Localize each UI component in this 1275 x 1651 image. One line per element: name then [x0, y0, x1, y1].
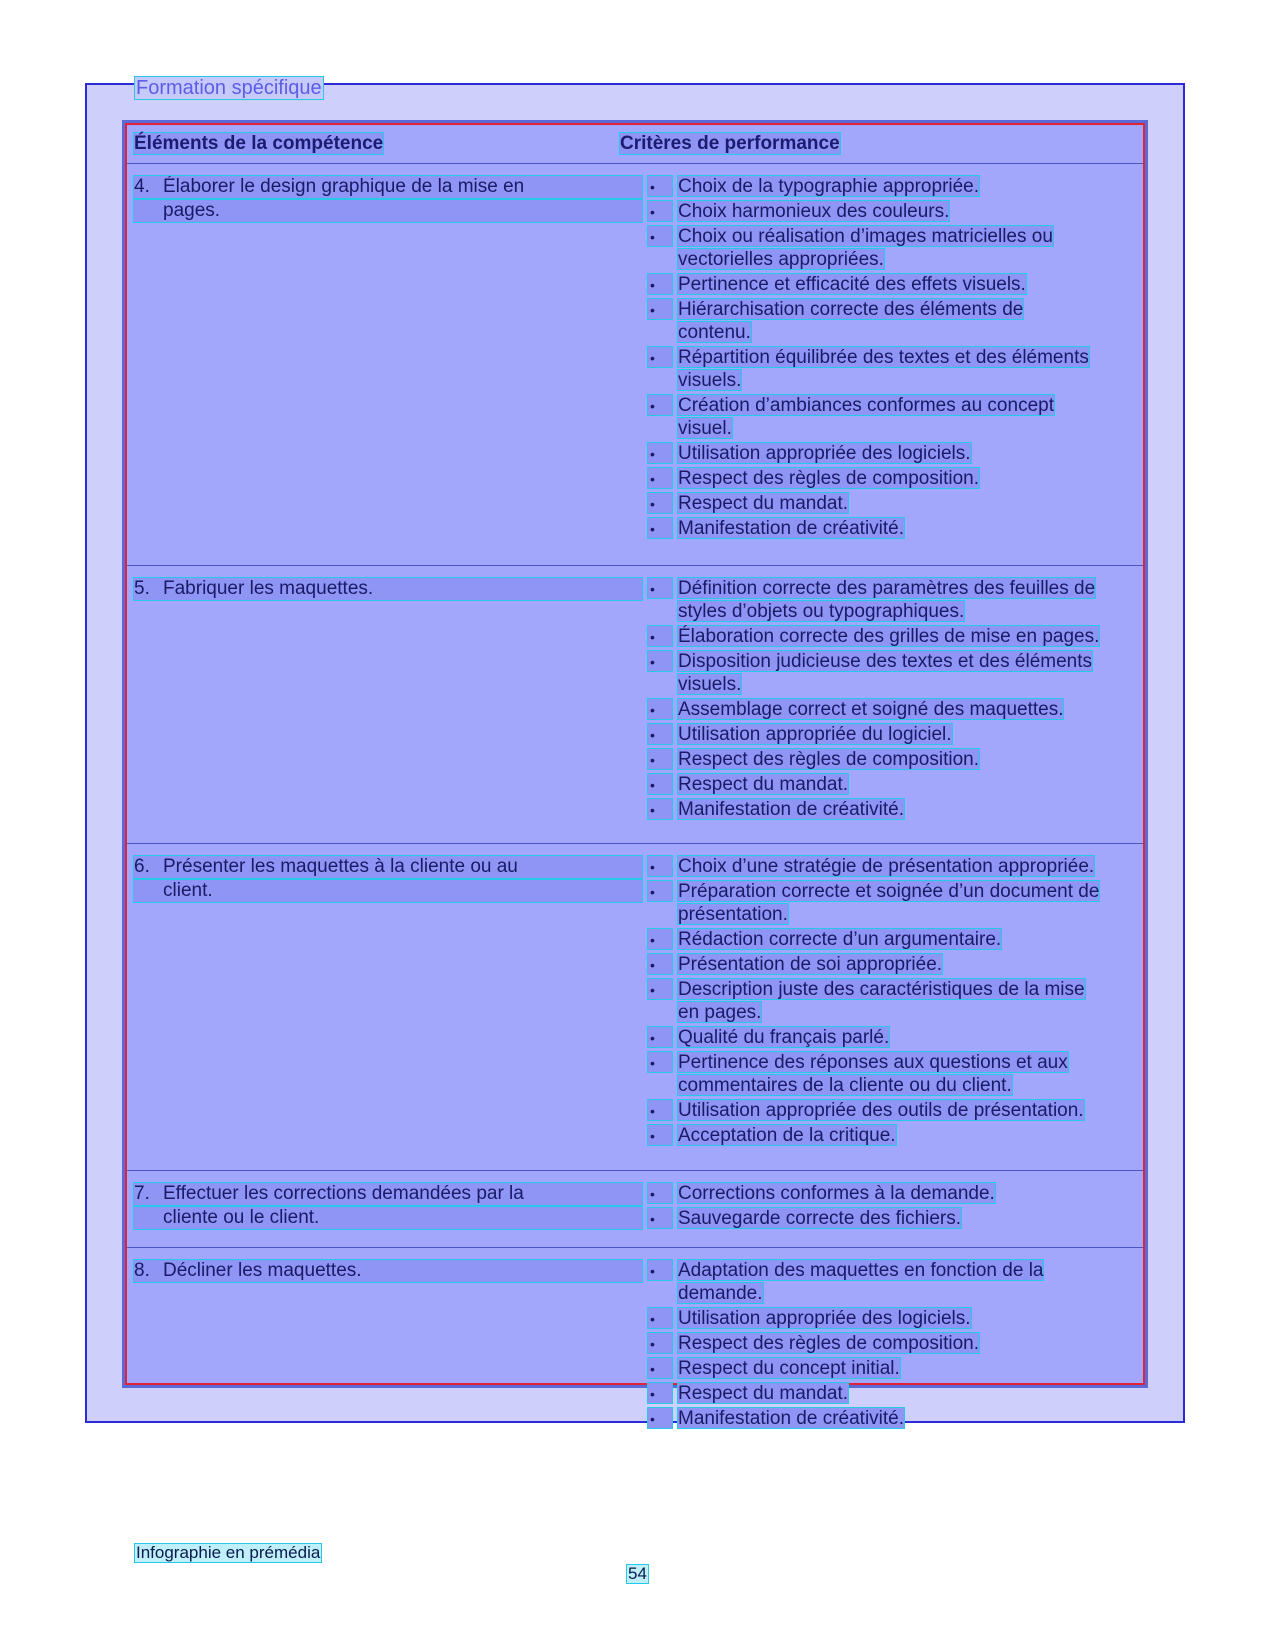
- criterion-text: styles d’objets ou typographiques.: [678, 601, 965, 622]
- criterion-text: visuels.: [678, 370, 742, 391]
- criterion-item: [647, 273, 1147, 296]
- performance-criteria-list: [647, 1259, 1147, 1432]
- bullet-icon: •: [647, 1307, 673, 1329]
- element-text-line: cliente ou le client.: [133, 1206, 643, 1230]
- table-row: [127, 565, 1143, 844]
- criterion-text: Préparation correcte et soignée d’un document de: [678, 881, 1100, 902]
- bullet-icon: •: [647, 517, 673, 539]
- bullet-icon: •: [647, 346, 673, 368]
- criterion-text: Respect du mandat.: [678, 1383, 849, 1404]
- criterion-text: Respect du mandat.: [678, 774, 849, 795]
- criterion-text: Adaptation des maquettes en fonction de la: [678, 1260, 1044, 1281]
- criterion-text: Respect du concept initial.: [678, 1358, 900, 1379]
- criterion-text: en pages.: [678, 1002, 762, 1023]
- criterion-item: [647, 492, 1147, 515]
- performance-criteria-list: [647, 577, 1147, 823]
- bullet-icon: •: [647, 978, 673, 1000]
- element-text-line: 4. Élaborer le design graphique de la mise en: [133, 175, 643, 199]
- criterion-item: [647, 1332, 1147, 1355]
- criterion-text: Disposition judicieuse des textes et des éléments: [678, 651, 1093, 672]
- criterion-item: [647, 1124, 1147, 1147]
- competence-element: [133, 855, 643, 903]
- criterion-item: [647, 1307, 1147, 1330]
- criterion-text: visuels.: [678, 674, 742, 695]
- criterion-text: Description juste des caractéristiques de la mise: [678, 979, 1085, 1000]
- criterion-text: Choix ou réalisation d’images matricielles ou: [678, 226, 1053, 247]
- criterion-item: [647, 1207, 1147, 1230]
- criterion-item: [647, 748, 1147, 771]
- criterion-text: Définition correcte des paramètres des feuilles de: [678, 578, 1096, 599]
- criterion-text: Rédaction correcte d’un argumentaire.: [678, 929, 1002, 950]
- criterion-text: commentaires de la cliente ou du client.: [678, 1075, 1012, 1096]
- bullet-icon: •: [647, 200, 673, 222]
- criterion-text: présentation.: [678, 904, 788, 925]
- criterion-text: Manifestation de créativité.: [678, 1408, 905, 1429]
- element-number: 6.: [134, 856, 150, 877]
- criterion-text: Hiérarchisation correcte des éléments de: [678, 299, 1024, 320]
- bullet-icon: •: [647, 1207, 673, 1229]
- criterion-text: Manifestation de créativité.: [678, 518, 905, 539]
- criterion-item: [647, 798, 1147, 821]
- bullet-icon: •: [647, 394, 673, 416]
- bullet-icon: •: [647, 1407, 673, 1429]
- criterion-text: Pertinence des réponses aux questions et aux: [678, 1052, 1068, 1073]
- criterion-text: Utilisation appropriée des logiciels.: [678, 1308, 971, 1329]
- criterion-item: [647, 517, 1147, 540]
- element-text-line: 6. Présenter les maquettes à la cliente ou au: [133, 855, 643, 879]
- performance-criteria-list: [647, 1182, 1147, 1232]
- criterion-item: [647, 394, 1147, 440]
- criterion-text: Choix d’une stratégie de présentation appropriée.: [678, 856, 1095, 877]
- criterion-item: [647, 442, 1147, 465]
- performance-criteria-list: [647, 175, 1147, 542]
- criterion-item: [647, 1099, 1147, 1122]
- element-text-line: client.: [133, 879, 643, 903]
- criterion-item: [647, 928, 1147, 951]
- competence-element: [133, 175, 643, 223]
- page-number: 54: [628, 1564, 647, 1583]
- criterion-text: Choix harmonieux des couleurs.: [678, 201, 950, 222]
- criterion-item: [647, 1051, 1147, 1097]
- bullet-icon: •: [647, 928, 673, 950]
- table-row: [127, 1247, 1143, 1450]
- section-title: Formation spécifique: [136, 77, 322, 99]
- criterion-text: Respect des règles de composition.: [678, 1333, 979, 1354]
- criterion-item: [647, 1357, 1147, 1380]
- column-header-criteria: Critères de performance: [620, 133, 840, 154]
- criterion-item: [647, 698, 1147, 721]
- criterion-text: Corrections conformes à la demande.: [678, 1183, 995, 1204]
- bullet-icon: •: [647, 1124, 673, 1146]
- bullet-icon: •: [647, 467, 673, 489]
- criterion-text: Création d’ambiances conformes au concept: [678, 395, 1054, 416]
- criterion-text: Utilisation appropriée du logiciel.: [678, 724, 952, 745]
- bullet-icon: •: [647, 1382, 673, 1404]
- criterion-item: [647, 723, 1147, 746]
- bullet-icon: •: [647, 650, 673, 672]
- table-row: [127, 163, 1143, 566]
- criterion-text: Répartition équilibrée des textes et des éléments: [678, 347, 1089, 368]
- criterion-text: Acceptation de la critique.: [678, 1125, 896, 1146]
- bullet-icon: •: [647, 298, 673, 320]
- bullet-icon: •: [647, 1051, 673, 1073]
- criterion-item: [647, 175, 1147, 198]
- bullet-icon: •: [647, 1259, 673, 1281]
- element-text-line: 7. Effectuer les corrections demandées par la: [133, 1182, 643, 1206]
- criterion-item: [647, 855, 1147, 878]
- criterion-text: Élaboration correcte des grilles de mise en pages.: [678, 626, 1100, 647]
- table-row: [127, 1170, 1143, 1248]
- element-number: 8.: [134, 1260, 150, 1281]
- criterion-item: [647, 953, 1147, 976]
- bullet-icon: •: [647, 442, 673, 464]
- criterion-item: [647, 467, 1147, 490]
- element-text-line: 5. Fabriquer les maquettes.: [133, 577, 643, 601]
- criterion-text: contenu.: [678, 322, 751, 343]
- criterion-item: [647, 225, 1147, 271]
- criterion-item: [647, 1259, 1147, 1305]
- criterion-text: Respect du mandat.: [678, 493, 849, 514]
- bullet-icon: •: [647, 855, 673, 877]
- table-header: [127, 125, 1143, 164]
- bullet-icon: •: [647, 1357, 673, 1379]
- table-row: [127, 843, 1143, 1171]
- bullet-icon: •: [647, 880, 673, 902]
- bullet-icon: •: [647, 723, 673, 745]
- bullet-icon: •: [647, 1026, 673, 1048]
- bullet-icon: •: [647, 175, 673, 197]
- bullet-icon: •: [647, 577, 673, 599]
- competence-element: [133, 1259, 643, 1283]
- criterion-text: Respect des règles de composition.: [678, 749, 979, 770]
- criterion-text: Pertinence et efficacité des effets visuels.: [678, 274, 1026, 295]
- bullet-icon: •: [647, 1099, 673, 1121]
- element-number: 7.: [134, 1183, 150, 1204]
- bullet-icon: •: [647, 773, 673, 795]
- bullet-icon: •: [647, 625, 673, 647]
- criterion-text: Qualité du français parlé.: [678, 1027, 890, 1048]
- competence-element: [133, 1182, 643, 1230]
- criterion-text: Manifestation de créativité.: [678, 799, 905, 820]
- criterion-item: [647, 346, 1147, 392]
- criterion-text: Assemblage correct et soigné des maquettes.: [678, 699, 1064, 720]
- criterion-text: visuel.: [678, 418, 732, 439]
- element-number: 5.: [134, 578, 150, 599]
- competence-element: [133, 577, 643, 601]
- bullet-icon: •: [647, 698, 673, 720]
- criterion-item: [647, 200, 1147, 223]
- element-number: 4.: [134, 176, 150, 197]
- table-frame: [122, 120, 1148, 1429]
- criterion-text: Sauvegarde correcte des fichiers.: [678, 1208, 962, 1229]
- criterion-text: vectorielles appropriées.: [678, 249, 884, 270]
- bullet-icon: •: [647, 798, 673, 820]
- criterion-text: demande.: [678, 1283, 763, 1304]
- competence-table: [125, 123, 1145, 1429]
- bullet-icon: •: [647, 225, 673, 247]
- criterion-item: [647, 880, 1147, 926]
- footer-program-title: Infographie en prémédia: [136, 1543, 321, 1562]
- bullet-icon: •: [647, 273, 673, 295]
- bullet-icon: •: [647, 1182, 673, 1204]
- element-text-line: 8. Décliner les maquettes.: [133, 1259, 643, 1283]
- element-text-line: pages.: [133, 199, 643, 223]
- criterion-item: [647, 577, 1147, 623]
- performance-criteria-list: [647, 855, 1147, 1149]
- criterion-item: [647, 773, 1147, 796]
- criterion-item: [647, 1182, 1147, 1205]
- criterion-item: [647, 978, 1147, 1024]
- criterion-text: Utilisation appropriée des logiciels.: [678, 443, 971, 464]
- bullet-icon: •: [647, 1332, 673, 1354]
- criterion-item: [647, 298, 1147, 344]
- criterion-text: Présentation de soi appropriée.: [678, 954, 943, 975]
- criterion-text: Choix de la typographie appropriée.: [678, 176, 980, 197]
- bullet-icon: •: [647, 748, 673, 770]
- criterion-text: Respect des règles de composition.: [678, 468, 979, 489]
- criterion-item: [647, 1407, 1147, 1430]
- column-header-elements: Éléments de la compétence: [134, 133, 384, 154]
- criterion-item: [647, 1382, 1147, 1405]
- bullet-icon: •: [647, 492, 673, 514]
- criterion-item: [647, 625, 1147, 648]
- criterion-item: [647, 1026, 1147, 1049]
- bullet-icon: •: [647, 953, 673, 975]
- criterion-text: Utilisation appropriée des outils de présentation.: [678, 1100, 1084, 1121]
- criterion-item: [647, 650, 1147, 696]
